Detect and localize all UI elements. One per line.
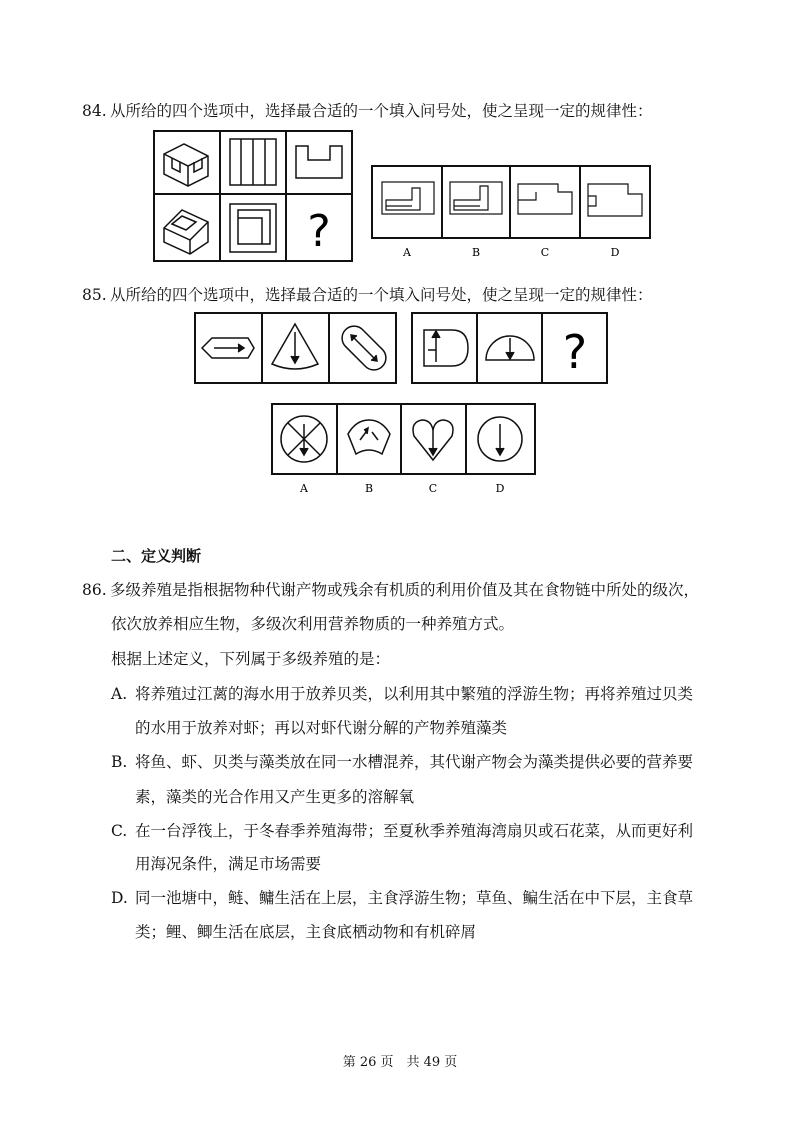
q85-option-c-figure xyxy=(413,420,453,460)
q86-option-b-line2: 素，藻类的光合作用又产生更多的溶解氧 xyxy=(135,788,415,806)
q84-figure xyxy=(150,126,655,266)
q84-cell5-frame-icon xyxy=(230,204,276,252)
q84-cell4-block-icon xyxy=(164,210,208,254)
q85-d-shape-arrow-icon xyxy=(424,330,468,366)
q85-fan-arrow-icon xyxy=(272,324,318,369)
q86-option-a-label: A. xyxy=(111,685,128,703)
q84-question-mark: ? xyxy=(307,206,331,257)
q84-cell2-stripes-icon xyxy=(230,139,276,185)
q85-option-b-label: B xyxy=(364,482,374,495)
q86-option-c-line2: 用海况条件，满足市场需要 xyxy=(135,855,322,873)
q84-options-strip xyxy=(372,166,650,238)
q85-number: 85. xyxy=(82,286,107,304)
q85-capsule-arrow-icon xyxy=(337,321,391,375)
q86-number: 86. xyxy=(82,581,107,599)
q85-option-b-figure xyxy=(348,420,390,454)
q86-option-d-line2: 类；鲤、鲫生活在底层，主食底栖动物和有机碎屑 xyxy=(135,923,477,941)
q84-cell3-u-shape-icon xyxy=(296,146,342,178)
q86-question: 根据上述定义，下列属于多级养殖的是： xyxy=(111,650,391,668)
q85-option-c-label: C xyxy=(428,482,438,495)
q86-option-d-label: D. xyxy=(111,889,128,907)
q86-option-c-label: C. xyxy=(111,822,128,840)
q84-option-a-figure xyxy=(382,182,434,214)
q84-option-c-figure xyxy=(518,184,572,214)
q84-prompt: 84. 从所给的四个选项中，选择最合适的一个填入问号处，使之呈现一定的规律性： xyxy=(82,102,653,120)
q86-option-a-line2: 的水用于放养对虾；再以对虾代谢分解的产物养殖藻类 xyxy=(135,719,508,737)
q86-option-d[interactable]: D. 同一池塘中，鲢、鳙生活在上层，主食浮游生物；草鱼、鳊生活在中下层，主食草 xyxy=(111,889,694,907)
q84-option-b-label: B xyxy=(471,246,481,259)
q84-option-b-figure xyxy=(450,182,502,214)
q84-cell1-block-icon xyxy=(164,144,208,186)
q85-prompt: 85. 从所给的四个选项中，选择最合适的一个填入问号处，使之呈现一定的规律性： xyxy=(82,286,653,304)
q85-semicircle-arrow-icon xyxy=(486,336,534,360)
q86-definition-line1: 86. 多级养殖是指根据物种代谢产物或残余有机质的利用价值及其在食物链中所处的级次， xyxy=(82,581,700,599)
q85-option-a-label: A xyxy=(300,482,308,495)
q86-option-b[interactable]: B. 将鱼、虾、贝类与藻类放在同一水槽混养，其代谢产物会为藻类提供必要的营养要 xyxy=(111,753,694,771)
q85-option-a-figure xyxy=(281,416,327,462)
q84-option-a-label: A xyxy=(403,246,411,259)
q85-figure xyxy=(188,308,618,500)
q85-options-row xyxy=(272,404,535,474)
q84-option-d-label: D xyxy=(610,246,620,259)
q86-option-b-label: B. xyxy=(111,753,128,771)
q85-question-mark: ? xyxy=(562,325,588,379)
q84-option-c-label: C xyxy=(540,246,550,259)
q85-option-d-label: D xyxy=(495,482,505,495)
page-footer: 第 26 页 共 49 页 xyxy=(342,1055,458,1070)
q86-definition-line2: 依次放养相应生物，多级次利用营养物质的一种养殖方式。 xyxy=(111,615,515,633)
section-title: 二、定义判断 xyxy=(111,547,202,565)
q85-option-d-figure xyxy=(478,417,522,461)
q84-number: 84. xyxy=(82,102,107,120)
q85-hexagon-arrow-icon xyxy=(202,338,254,358)
q84-option-d-figure xyxy=(588,184,642,216)
q86-option-c[interactable]: C. 在一台浮筏上，于冬春季养殖海带；至夏秋季养殖海湾扇贝或石花菜，从而更好利 xyxy=(111,822,694,840)
q86-option-a[interactable]: A. 将养殖过江蓠的海水用于放养贝类，以利用其中繁殖的浮游生物；再将养殖过贝类 xyxy=(111,685,694,703)
